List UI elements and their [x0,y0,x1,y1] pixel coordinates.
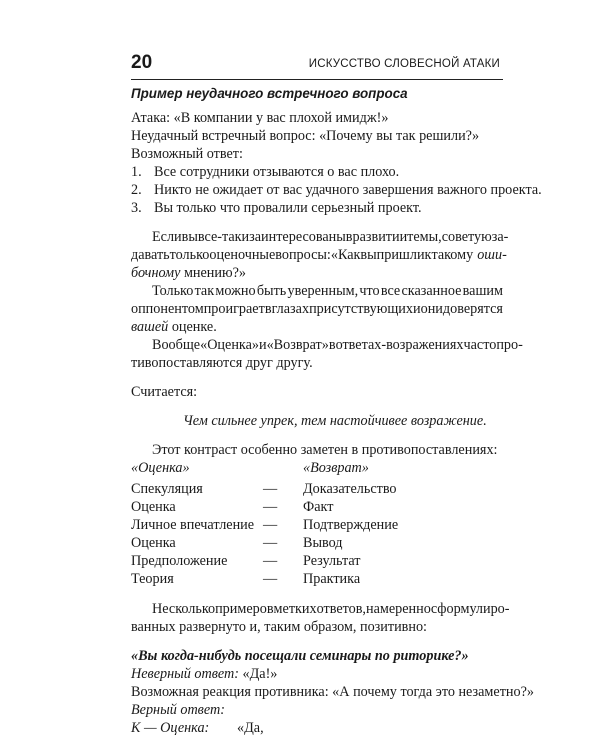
paragraph-line [131,301,503,318]
word: уверенным, [287,283,359,299]
contrast-dash: — [263,535,278,551]
word: и [258,337,267,353]
contrast-intro: Этот контраст особенно заметен в противопоставлениях: [152,442,498,458]
contrast-dash: — [263,517,278,533]
word: «Возврат» [266,337,329,353]
word: Вообще [152,337,201,353]
word: сформулиро- [430,601,510,617]
word: за- [491,229,509,245]
word: вашим [462,283,503,299]
running-title: ИСКУССТВО СЛОВЕСНОЙ АТАКИ [308,58,500,70]
word: и [412,301,421,317]
word: вы [360,247,377,263]
paragraph-line [131,319,217,336]
answer-number: 1. [131,164,142,180]
word: оценочные [209,247,276,263]
word: заинтересованы [249,229,346,245]
answer-text: Все сотрудники отзываются о вас плохо. [154,164,400,180]
word: Несколько [152,601,216,617]
emphasis-text: оши- [477,247,507,263]
word: оппонентом [131,301,204,317]
contrast-right: Вывод [303,535,343,551]
paragraph-line [152,229,509,246]
answer-text: Никто не ожидает от вас удачного завершения важного проекта. [154,182,542,198]
word: к [424,247,432,263]
word: пришли [376,247,425,263]
word: в [264,301,272,317]
word: ответов, [316,601,366,617]
word: присутствующих [309,301,413,317]
word: проиграет [203,301,265,317]
paragraph-text: мнению?» [180,265,246,281]
paragraph-line [152,601,510,618]
word: быть [256,283,287,299]
word: сказанное [401,283,462,299]
paragraph-line [131,265,246,282]
word: только [169,247,210,263]
word: так [194,283,215,299]
contrast-right-header: «Возврат» [303,460,369,476]
word: ответах-возражениях [335,337,464,353]
answer-number: 3. [131,200,142,216]
reaction-line: Возможная реакция противника: «А почему тогда это незаметно?» [131,684,534,700]
emphasis-text: вашей [131,319,169,335]
possible-answer-label: Возможный ответ: [131,146,243,162]
contrast-left-header: «Оценка» [131,460,190,476]
word: глазах [271,301,310,317]
contrast-dash: — [263,553,278,569]
contrast-left: Предположение [131,553,228,569]
word: «Как [330,247,361,263]
contrast-left: Спекуляция [131,481,203,497]
contrast-right: Результат [303,553,361,569]
header-rule [131,79,503,80]
paragraph-line: ванных развернуто и, таким образом, позитивно: [131,619,427,635]
quote: Чем сильнее упрек, тем настойчивее возражение. [183,413,487,429]
qa-question: «Вы когда-нибудь посещали семинары по риторике?» [131,648,469,664]
contrast-right: Практика [303,571,361,587]
word: что [359,283,380,299]
word: про- [496,337,523,353]
word: «Оценка» [200,337,259,353]
paragraph-line [131,247,507,264]
word: темы, [407,229,442,245]
contrast-left: Теория [131,571,174,587]
word: они [420,301,443,317]
wrong-answer-line [131,666,277,683]
word: советую [441,229,492,245]
paragraph-text: оценке. [168,319,217,335]
word: примеров [215,601,274,617]
word: развитии [352,229,408,245]
considered-label: Считается: [131,384,198,400]
word: доверятся [442,301,503,317]
word: вы [181,229,198,245]
right-answer-label: Верный ответ: [131,702,225,718]
contrast-dash: — [263,481,278,497]
answer-text: Вы только что провалили серьезный проект. [154,200,422,216]
word: в [345,229,353,245]
word: намеренно [365,601,431,617]
wrong-answer-text: «Да!» [238,666,278,682]
attack-line: Атака: «В компании у вас плохой имидж!» [131,110,389,126]
contrast-right: Факт [303,499,334,515]
contrast-left: Оценка [131,535,176,551]
page-number: 20 [131,52,153,73]
paragraph-line: тивопоставляются друг другу. [131,355,313,371]
k-evaluation-text: «Да, [237,720,264,736]
word: часто [463,337,497,353]
contrast-right: Доказательство [303,481,397,497]
contrast-right: Подтверждение [303,517,399,533]
k-evaluation-label: К — Оценка: [131,720,210,736]
contrast-left: Оценка [131,499,176,515]
word: все [380,283,401,299]
word: все-таки [197,229,250,245]
section-heading: Пример неудачного встречного вопроса [131,86,408,101]
paragraph-line [152,283,503,300]
contrast-dash: — [263,571,278,587]
word: вопросы: [275,247,331,263]
contrast-left: Личное впечатление [131,517,255,533]
paragraph-line-part [131,247,473,264]
bad-question-line: Неудачный встречный вопрос: «Почему вы так решили?» [131,128,480,144]
wrong-answer-label: Неверный ответ: [131,666,239,682]
emphasis-text: бочному [131,265,181,281]
word: такому [431,247,474,263]
word: Если [152,229,182,245]
word: можно [215,283,256,299]
contrast-dash: — [263,499,278,515]
paragraph-line [152,337,523,354]
word: давать [131,247,170,263]
answer-number: 2. [131,182,142,198]
word: Только [152,283,194,299]
word: метких [273,601,317,617]
word: в [328,337,336,353]
